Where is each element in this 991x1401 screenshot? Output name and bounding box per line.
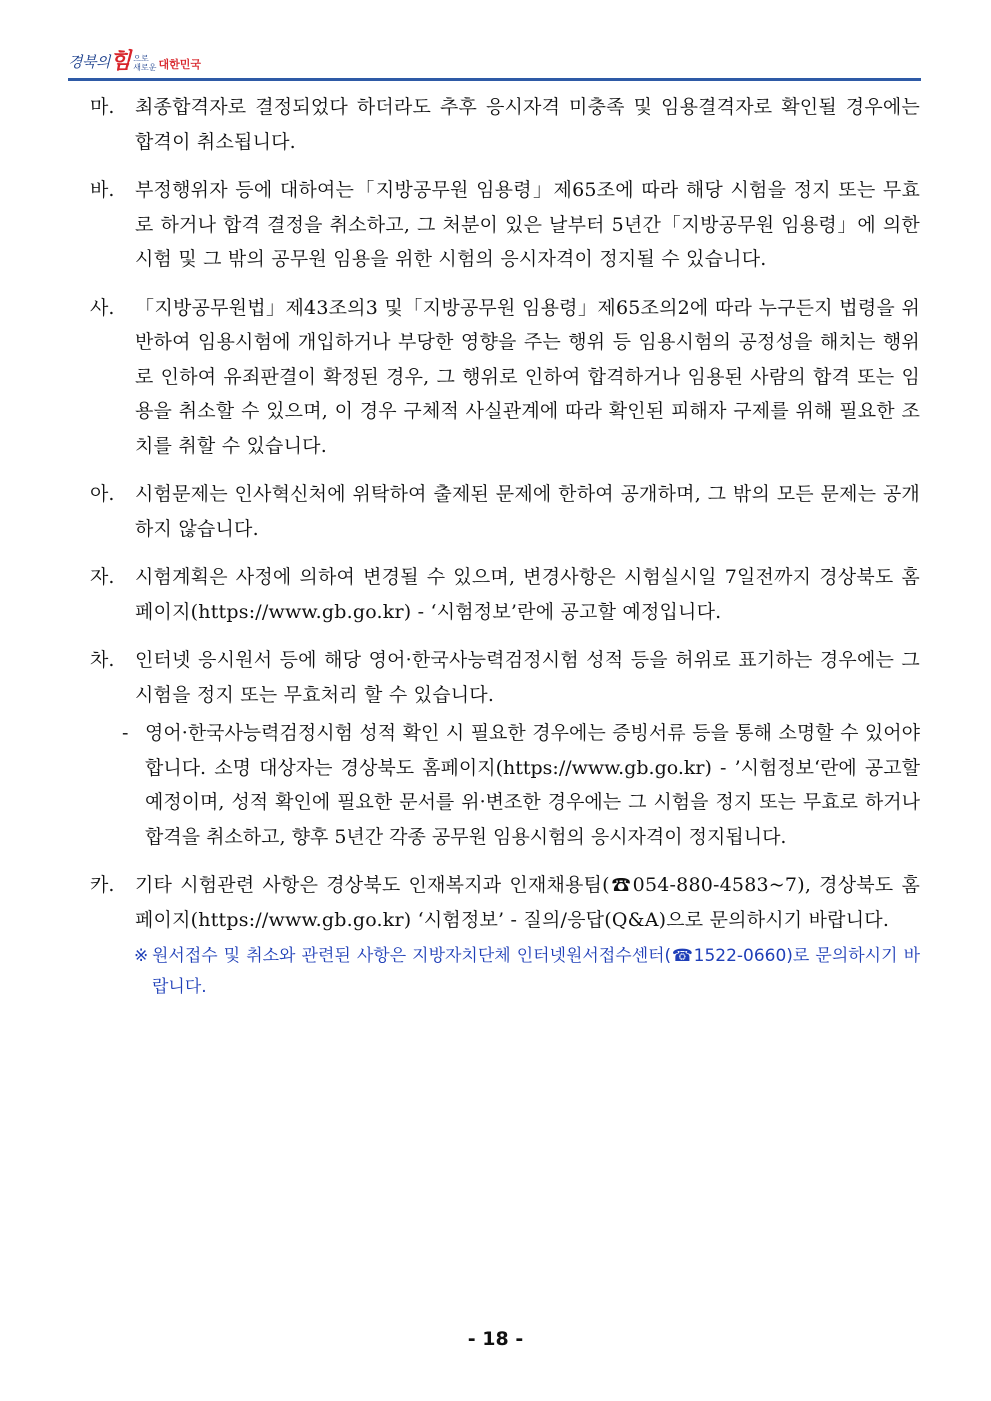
sub-item-text: 영어·한국사능력검정시험 성적 확인 시 필요한 경우에는 증빙서류 등을 통해 소명할 수 있어야 합니다. 소명 대상자는 경상북도 홈페이지(https://www.gb.go.kr) - ’시험정보‘란에 공고할 예정이며, 성적 확인에 필요한 문서를 위·변조한 경우에는 그 시험을 정지 또는 무효로 하거나 합격을 취소하고, 향후 5년간 각종 공무원 임용시험의 응시자격이 정지됩니다. xyxy=(145,722,920,848)
item-text: 최종합격자로 결정되었다 하더라도 추후 응시자격 미충족 및 임용결격자로 확인될 경우에는 합격이 취소됩니다. xyxy=(135,96,920,153)
document-body xyxy=(90,90,920,1003)
item-text: 시험문제는 인사혁신처에 위탁하여 출제된 문제에 한하여 공개하며, 그 밖의 모든 문제는 공개하지 않습니다. xyxy=(135,483,920,540)
item-marker: 마. xyxy=(90,96,115,118)
logo-small-bottom: 새로운 xyxy=(133,63,157,72)
reference-mark-icon: ※ xyxy=(134,946,149,966)
list-item-cha xyxy=(90,643,920,712)
logo-small-top: 으로 xyxy=(133,54,149,63)
item-marker: 사. xyxy=(90,296,115,319)
logo-swirl-text: 힘 xyxy=(109,48,132,74)
item-text: 기타 시험관련 사항은 경상북도 인재복지과 인재채용팀(☎054-880-4583~7), 경상북도 홈페이지(https://www.gb.go.kr) ‘시험정보’ - 질의/응답(Q&A)으로 문의하시기 바랍니다. xyxy=(135,874,920,931)
page-header xyxy=(68,48,921,82)
note-application-center xyxy=(90,941,920,1003)
list-item-ka xyxy=(90,868,920,937)
gyeongbuk-logo xyxy=(68,50,201,76)
logo-script-text: 경북의 xyxy=(68,53,110,71)
header-rule xyxy=(68,78,921,81)
item-marker: 카. xyxy=(90,874,115,896)
item-text: 「지방공무원법」제43조의3 및「지방공무원 임용령」제65조의2에 따라 누구든지 법령을 위반하여 임용시험에 개입하거나 부당한 영향을 주는 행위 등 임용시험의 공정성을 해치는 행위로 인하여 유죄판결이 확정된 경우, 그 행위로 인하여 합격하거나 임용된 사람의 합격 또는 임용을 취소할 수 있으며, 이 경우 구체적 사실관계에 따라 확인된 피해자 구제를 위해 필요한 조치를 취할 수 있습니다. xyxy=(135,296,920,457)
list-item-ba xyxy=(90,173,920,277)
list-item-ma xyxy=(90,90,920,159)
logo-small-text xyxy=(133,54,156,72)
page-number: - 18 - xyxy=(467,1328,524,1350)
item-marker: 바. xyxy=(90,179,115,201)
list-item-ja xyxy=(90,560,920,629)
logo-big-text: 대한민국 xyxy=(158,58,201,71)
item-marker: 자. xyxy=(90,566,115,588)
item-marker: 아. xyxy=(90,483,115,505)
item-text: 시험계획은 사정에 의하여 변경될 수 있으며, 변경사항은 시험실시일 7일전까지 경상북도 홈페이지(https://www.gb.go.kr) - ‘시험정보’란에 공고할 예정입니다. xyxy=(135,566,920,623)
item-text: 부정행위자 등에 대하여는「지방공무원 임용령」제65조에 따라 해당 시험을 정지 또는 무효로 하거나 합격 결정을 취소하고, 그 처분이 있은 날부터 5년간「지방공무원 임용령」에 의한 시험 및 그 밖의 공무원 임용을 위한 시험의 응시자격이 정지될 수 있습니다. xyxy=(135,179,920,270)
item-marker: 차. xyxy=(90,649,115,671)
list-item-a xyxy=(90,477,920,546)
sub-item-score-verification xyxy=(90,716,920,854)
item-text: 인터넷 응시원서 등에 해당 영어·한국사능력검정시험 성적 등을 허위로 표기하는 경우에는 그 시험을 정지 또는 무효처리 할 수 있습니다. xyxy=(135,649,920,706)
sub-item-dash: - xyxy=(122,722,129,744)
list-item-sa xyxy=(90,291,920,464)
note-text: 원서접수 및 취소와 관련된 사항은 지방자치단체 인터넷원서접수센터(☎1522-0660)로 문의하시기 바랍니다. xyxy=(152,946,920,997)
